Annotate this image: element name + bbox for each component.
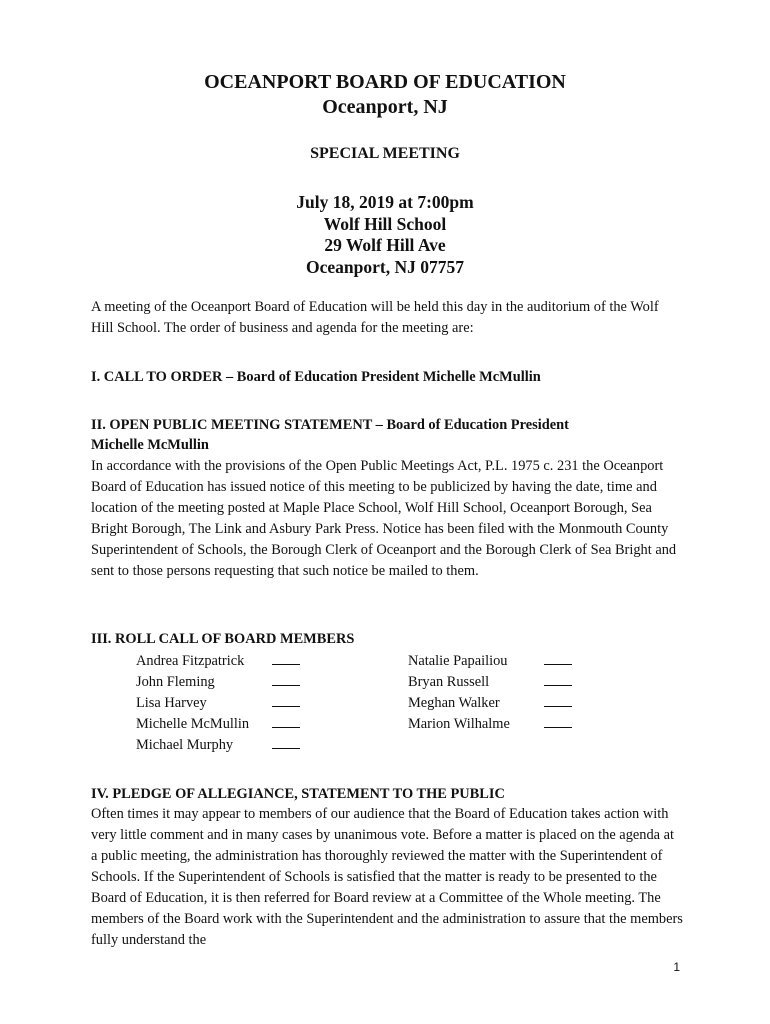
section-heading-line: II. OPEN PUBLIC MEETING STATEMENT – Board of Education President <box>91 417 569 433</box>
roll-call-row <box>136 714 300 735</box>
attendance-blank <box>272 714 300 728</box>
venue-school: Wolf Hill School <box>323 213 447 234</box>
member-name: Natalie Papailiou <box>408 653 508 669</box>
section-call-to-order: I. CALL TO ORDER – Board of Education President Michelle McMullin <box>91 369 541 385</box>
member-name: Marion Wilhalme <box>408 716 510 732</box>
roll-call-row <box>408 651 572 672</box>
member-name: Michelle McMullin <box>136 716 250 732</box>
open-meeting-statement: In accordance with the provisions of the Open Public Meetings Act, P.L. 1975 c. 231 the Oceanport Board of Education has issued notice of this meeting to be publicized by having the date, time and location of the meeting posted at Maple Place School, Wolf Hill School, Oceanport Borough, Sea Bright Borough, The Link and Asbury Park Press. Notice has been filed with the Monmouth County Superintendent of Schools, the Borough Clerk of Oceanport and the Borough Clerk of Sea Bright and sent to those persons requesting that such notice be mailed to them. <box>91 458 677 579</box>
attendance-blank <box>544 672 572 686</box>
attendance-blank <box>272 672 300 686</box>
member-name: Lisa Harvey <box>136 695 207 711</box>
meeting-venue <box>0 192 770 278</box>
attendance-blank <box>544 693 572 707</box>
roll-call-row <box>408 693 572 714</box>
venue-city: Oceanport, NJ 07757 <box>306 256 464 277</box>
member-name: Bryan Russell <box>408 674 490 690</box>
attendance-blank <box>544 651 572 665</box>
roll-call-row <box>136 693 300 714</box>
page-number: 1 <box>673 960 680 974</box>
member-name: Michael Murphy <box>136 737 234 753</box>
attendance-blank <box>544 714 572 728</box>
roll-call-right-column <box>408 651 572 735</box>
location-title: Oceanport, NJ <box>322 96 448 118</box>
roll-call-row <box>408 714 572 735</box>
roll-call-row <box>136 735 300 756</box>
section-open-public-meeting <box>91 415 691 455</box>
attendance-blank <box>272 735 300 749</box>
roll-call-row <box>136 672 300 693</box>
statement-to-public: Often times it may appear to members of our audience that the Board of Education takes action with very little comment and in many cases by unanimous vote. Before a matter is placed on the agenda at a public meeting, the administration has thoroughly reviewed the matter with the Superintendent of Schools. If the Superintendent of Schools is satisfied that the matter is ready to be presented to the Board of Education, it is then referred for Board review at a Committee of the Whole meeting. The members of the Board work with the Superintendent and the administration to assure that the members fully understand the <box>91 806 683 948</box>
section-roll-call: III. ROLL CALL OF BOARD MEMBERS <box>91 631 355 647</box>
meeting-datetime: July 18, 2019 at 7:00pm <box>296 192 474 212</box>
meeting-type: SPECIAL MEETING <box>310 145 460 162</box>
member-name: John Fleming <box>136 674 215 690</box>
venue-street: 29 Wolf Hill Ave <box>324 235 446 255</box>
attendance-blank <box>272 693 300 707</box>
member-name: Meghan Walker <box>408 695 500 711</box>
member-name: Andrea Fitzpatrick <box>136 653 245 669</box>
attendance-blank <box>272 651 300 665</box>
section-pledge-statement: IV. PLEDGE OF ALLEGIANCE, STATEMENT TO THE PUBLIC <box>91 786 505 802</box>
org-title: OCEANPORT BOARD OF EDUCATION <box>204 71 566 93</box>
roll-call-left-column <box>136 651 300 756</box>
section-heading-line: Michelle McMullin <box>91 437 209 453</box>
intro-paragraph: A meeting of the Oceanport Board of Education will be held this day in the auditorium of the Wolf Hill School. The order of business and agenda for the meeting are: <box>91 299 659 336</box>
roll-call-row <box>136 651 300 672</box>
roll-call-row <box>408 672 572 693</box>
